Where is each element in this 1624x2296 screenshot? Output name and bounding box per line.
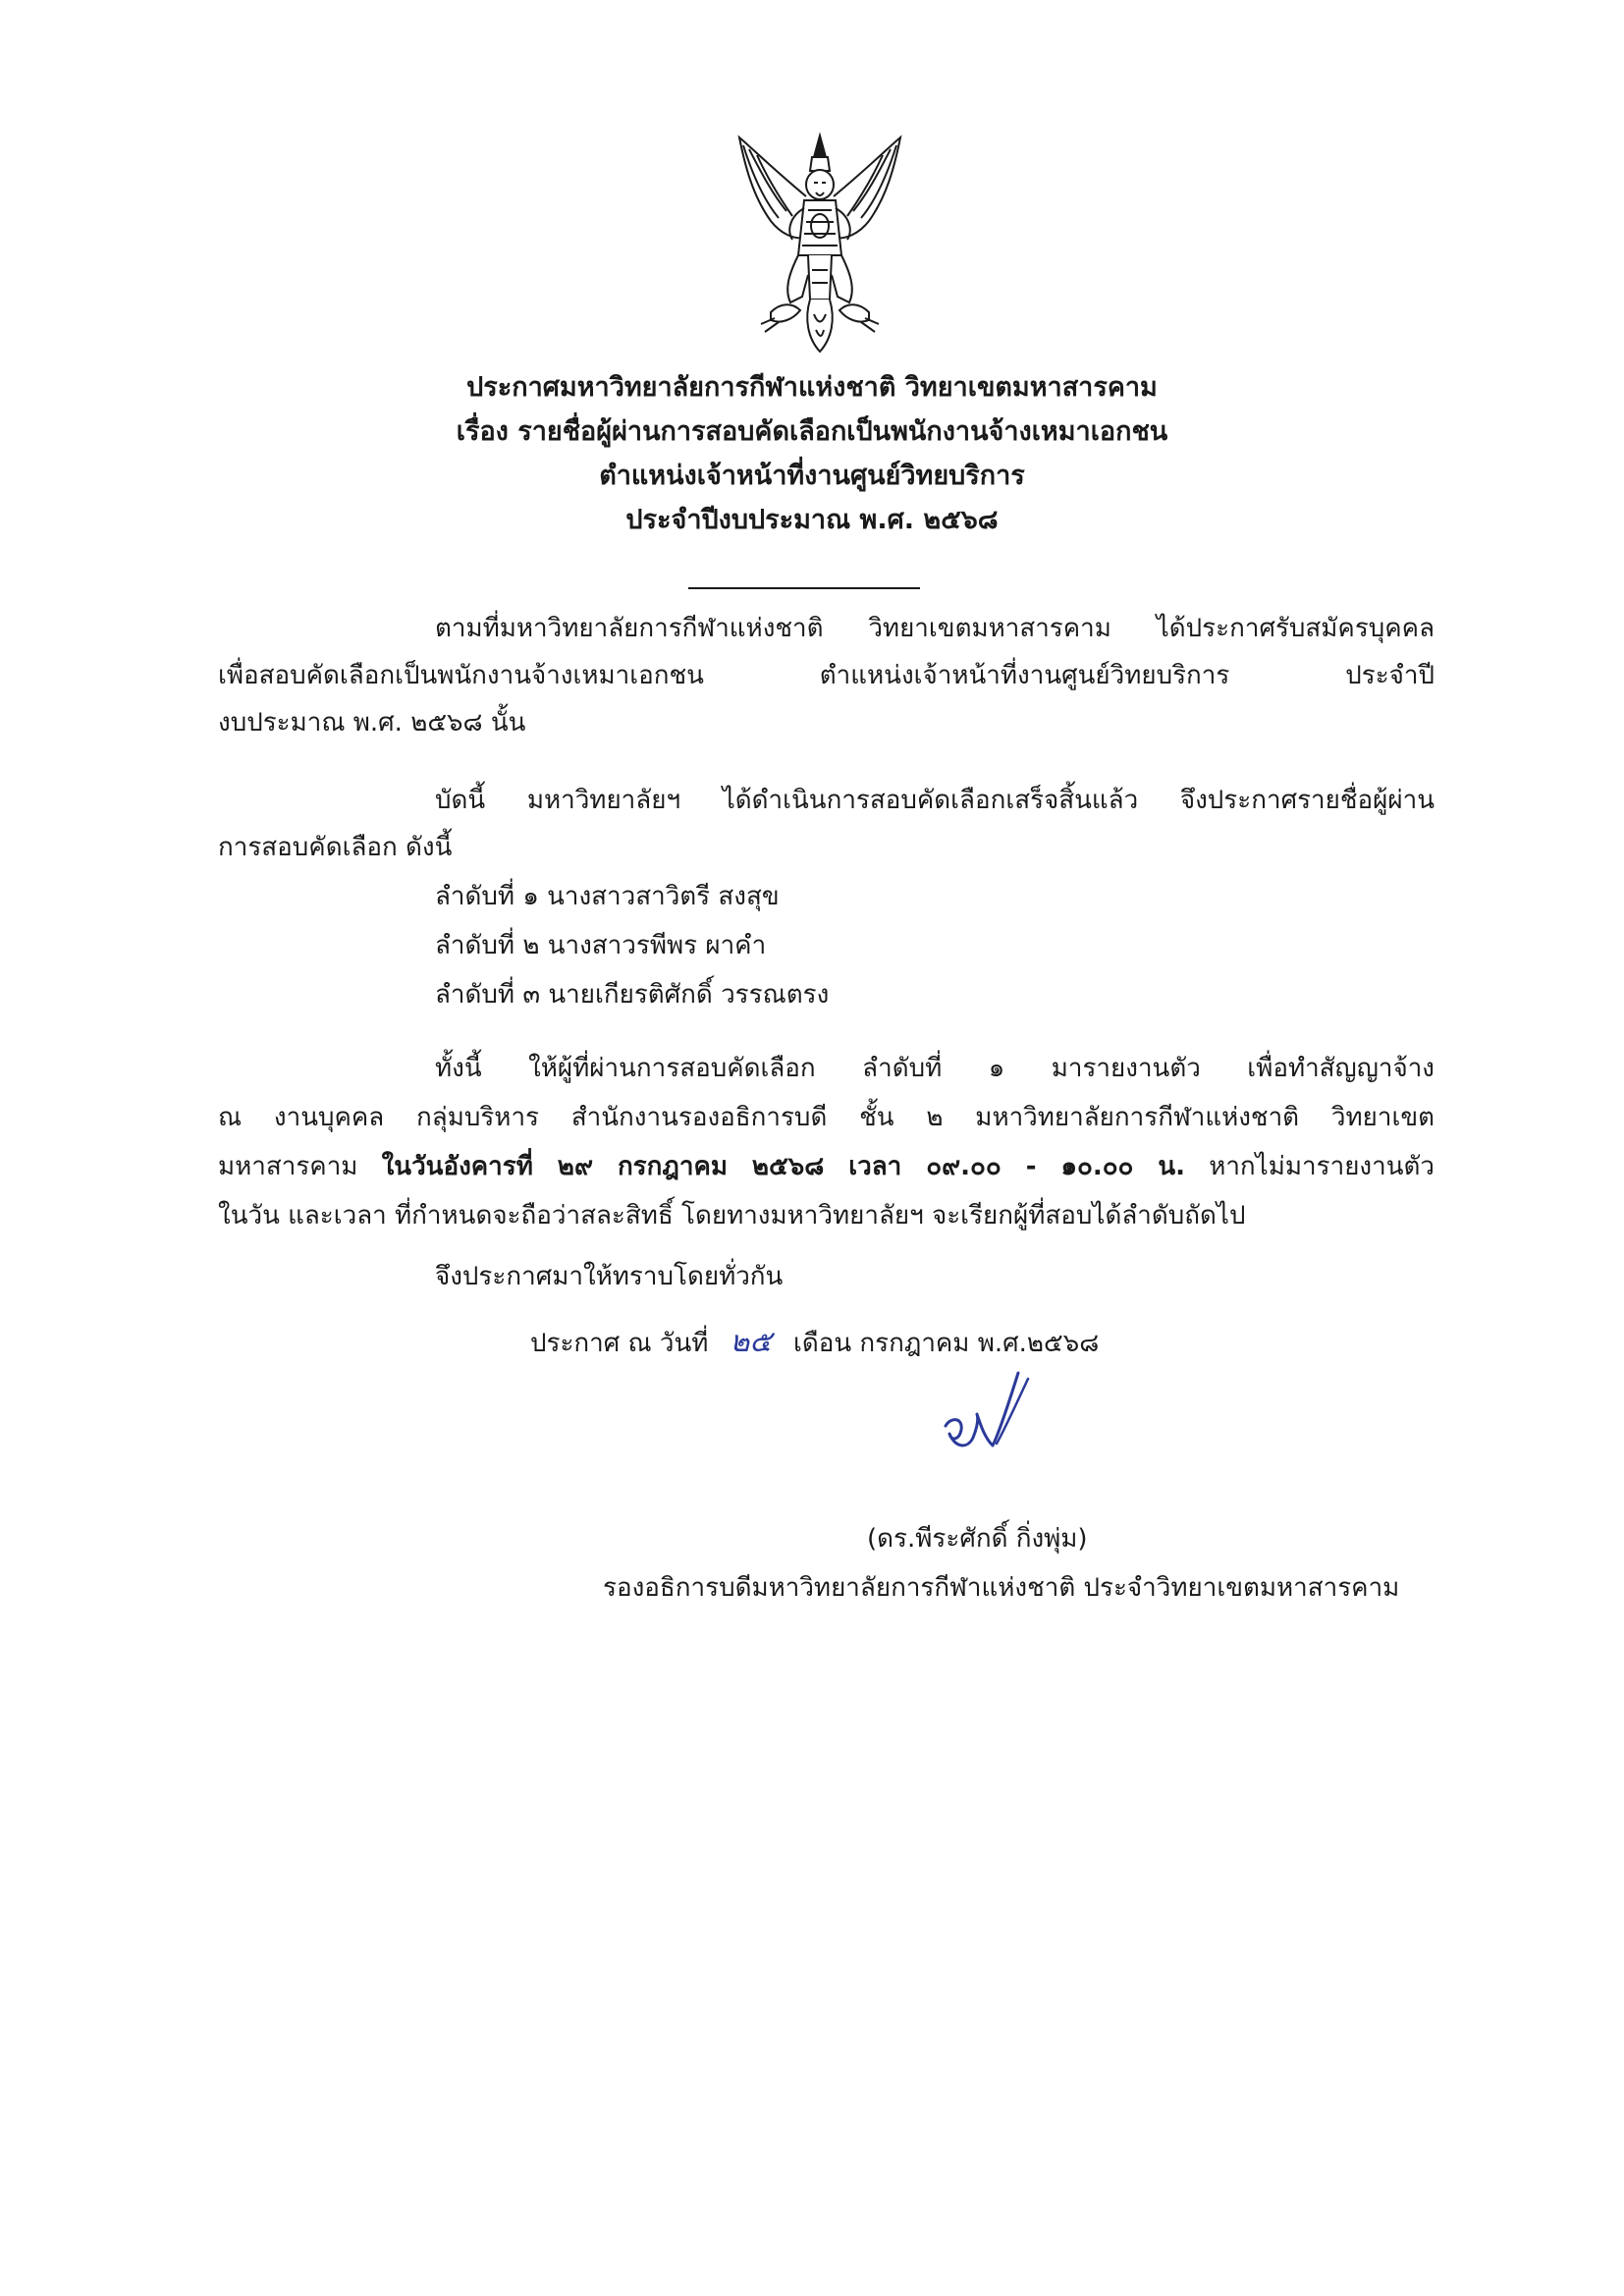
para3-line2: ณ งานบุคคล กลุ่มบริหาร สำนักงานรองอธิการบดี ชั้น ๒ มหาวิทยาลัยการกีฬาแห่งชาติ วิทยาเขต: [218, 1103, 1435, 1132]
signatory-position: รองอธิการบดีมหาวิทยาลัยการกีฬาแห่งชาติ ประจำวิทยาเขตมหาสารคาม: [603, 1573, 1400, 1603]
para1-line3: งบประมาณ พ.ศ. ๒๕๖๘ นั้น: [218, 708, 526, 738]
candidate-item: ลำดับที่ ๓ นายเกียรติศักดิ์ วรรณตรง: [435, 980, 830, 1010]
heading-line-4: ประจำปีงบประมาณ พ.ศ. ๒๕๖๘: [625, 505, 999, 535]
heading-line-2: เรื่อง รายชื่อผู้ผ่านการสอบคัดเลือกเป็นพนักงานจ้างเหมาเอกชน: [456, 416, 1168, 447]
candidate-item: ลำดับที่ ๑ นางสาวสาวิตรี สงสุข: [435, 882, 780, 911]
para1-line2: เพื่อสอบคัดเลือกเป็นพนักงานจ้างเหมาเอกชน ตำแหน่งเจ้าหน้าที่งานศูนย์วิทยบริการ ประจำปี: [218, 661, 1435, 690]
para2-line1: บัดนี้ มหาวิทยาลัยฯ ได้ดำเนินการสอบคัดเลือกเสร็จสิ้นแล้ว จึงประกาศรายชื่อผู้ผ่าน: [435, 786, 1435, 815]
garuda-emblem-icon: [731, 128, 908, 358]
report-date-time: ในวันอังคารที่ ๒๙ กรกฎาคม ๒๕๖๘ เวลา ๐๙.๐๐ - ๑๐.๐๐ น.: [381, 1152, 1186, 1181]
date-prefix: ประกาศ ณ วันที่: [530, 1329, 709, 1358]
heading-line-1: ประกาศมหาวิทยาลัยการกีฬาแห่งชาติ วิทยาเขตมหาสารคาม: [466, 372, 1158, 403]
heading-line-3: ตำแหน่งเจ้าหน้าที่งานศูนย์วิทยบริการ: [599, 461, 1025, 491]
candidate-item: ลำดับที่ ๒ นางสาวรพีพร ผาคำ: [435, 931, 767, 960]
para3-line1: ทั้งนี้ ให้ผู้ที่ผ่านการสอบคัดเลือก ลำดับที่ ๑ มารายงานตัว เพื่อทำสัญญาจ้าง: [435, 1054, 1435, 1083]
closing-statement: จึงประกาศมาให้ทราบโดยทั่วกัน: [435, 1262, 784, 1291]
para1-line1: ตามที่มหาวิทยาลัยการกีฬาแห่งชาติ วิทยาเขตมหาสารคาม ได้ประกาศรับสมัครบุคคล: [435, 614, 1435, 643]
announcement-heading: [0, 365, 1624, 542]
para3-line3-start: มหาสารคาม: [218, 1152, 382, 1181]
signature-icon: [938, 1365, 1065, 1463]
announcement-date: [530, 1323, 1099, 1363]
heading-divider: [688, 587, 920, 589]
para3-line4: ในวัน และเวลา ที่กำหนดจะถือว่าสละสิทธิ์ โดยทางมหาวิทยาลัยฯ จะเรียกผู้ที่สอบได้ลำดับถัดไป: [218, 1201, 1246, 1230]
para2-line2: การสอบคัดเลือก ดังนี้: [218, 833, 453, 862]
date-suffix: เดือน กรกฎาคม พ.ศ.๒๕๖๘: [792, 1329, 1100, 1358]
para3-line3-end: หากไม่มารายงานตัว: [1185, 1152, 1435, 1181]
signatory-name: (ดร.พีระศักดิ์ กิ่งพุ่ม): [867, 1524, 1088, 1554]
date-day-handwritten: ๒๕: [730, 1325, 772, 1359]
para3-line3: [218, 1147, 1435, 1186]
